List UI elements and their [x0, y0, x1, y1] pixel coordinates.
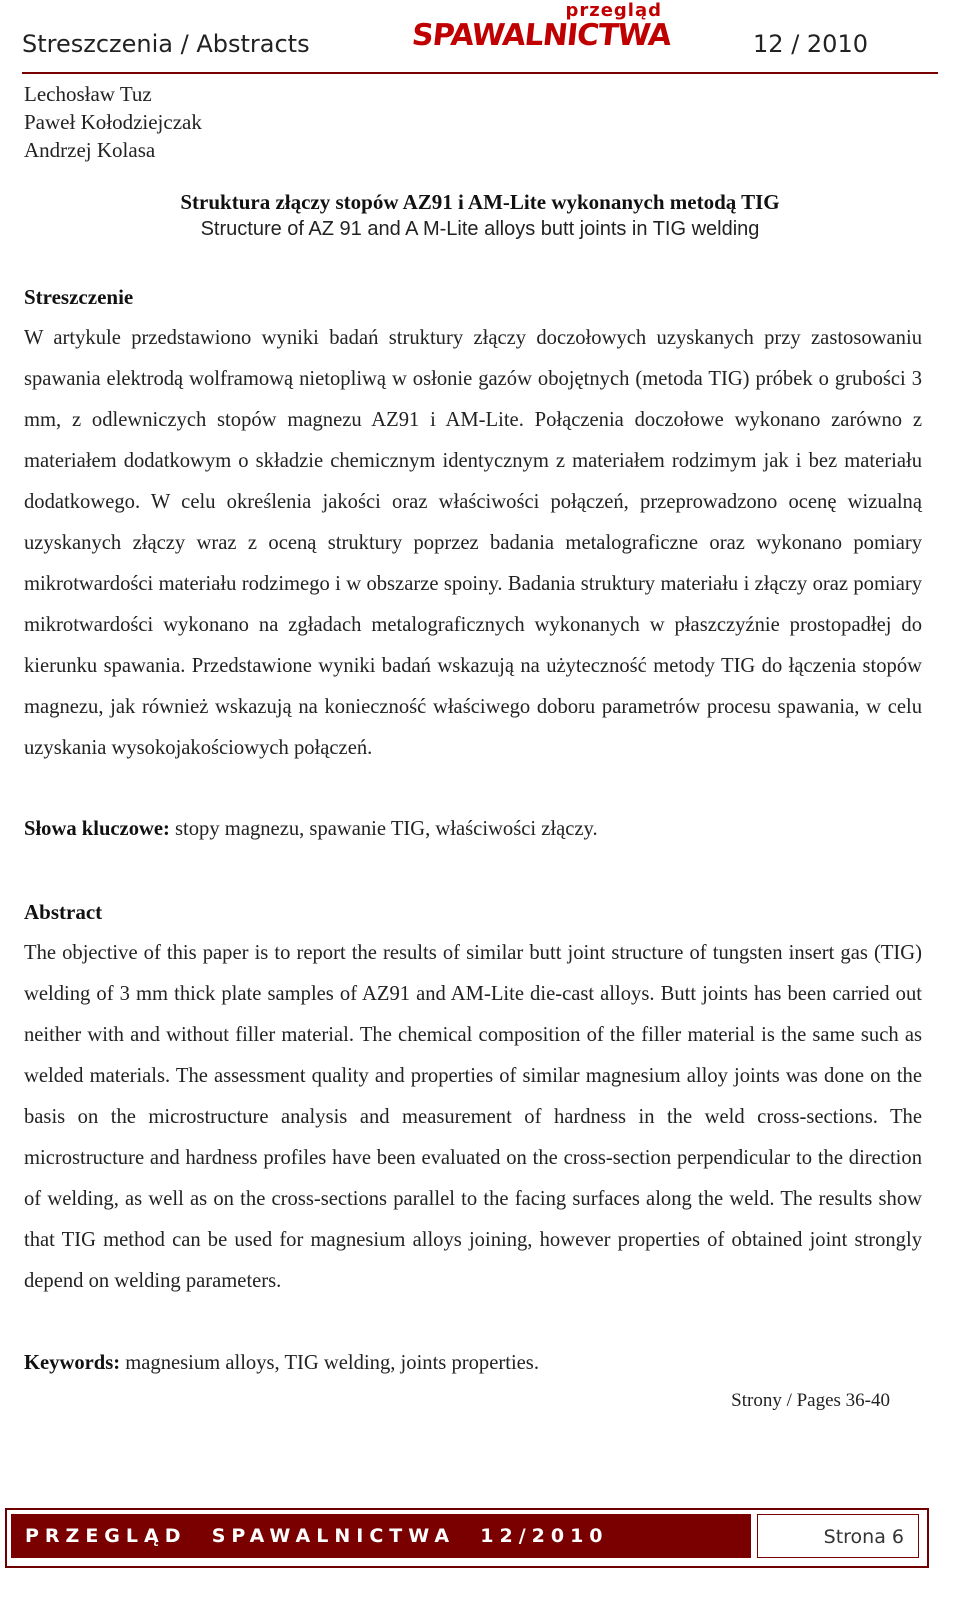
author: Paweł Kołodziejczak: [24, 110, 202, 134]
author: Lechosław Tuz: [24, 82, 152, 106]
title-english: Structure of AZ 91 and A M-Lite alloys butt joints in TIG welding: [200, 218, 760, 240]
abstract-text: The objective of this paper is to report the results of similar butt joint structure of tungsten insert gas (TIG) welding of 3 mm thick plate samples of AZ91 and AM-Lite die-cast alloys. Butt joints has been carried out neither with and without filler material. The chemical composition of the filler material is the same such as welded materials. The assessment quality and properties of similar magnesium alloy joints was done on the basis on the microstructure analysis and measurement of hardness in the weld cross-sections. The microstructure and hardness profiles have been evaluated on the cross-section perpendicular to the direction of welding, as well as on the cross-sections parallel to the facing surfaces along the weld. The results show that TIG method can be used for magnesium alloys joining, however properties of obtained joint strongly depend on welding parameters.: [24, 942, 922, 1292]
section-label: Streszczenia / Abstracts: [22, 30, 310, 58]
page-header: [22, 0, 938, 74]
title-polish: Struktura złączy stopów AZ91 i AM-Lite wykonanych metodą TIG: [180, 190, 780, 214]
keywords-label-en: Keywords:: [24, 1352, 121, 1374]
page-range: Strony / Pages 36-40: [731, 1390, 890, 1411]
keywords-en: magnesium alloys, TIG welding, joints properties.: [120, 1352, 539, 1374]
abstract-keywords: [24, 1352, 539, 1375]
footer-page-number: Strona 6: [823, 1526, 904, 1548]
keywords-label-pl: Słowa kluczowe:: [24, 818, 170, 840]
keywords-pl: stopy magnezu, spawanie TIG, właściwości złączy.: [169, 818, 598, 840]
logo-top-text: przegląd: [565, 0, 662, 21]
author: Andrzej Kolasa: [24, 138, 156, 162]
logo-main-text: SPAWALNICTWA: [410, 18, 673, 53]
journal-logo: [410, 0, 673, 58]
footer-journal-title: PRZEGLĄD SPAWALNICTWA 12/2010: [25, 1525, 609, 1547]
issue-number: 12 / 2010: [753, 30, 868, 58]
footer-page-box: [757, 1514, 919, 1558]
streszczenie-text: W artykule przedstawiono wyniki badań struktury złączy doczołowych uzyskanych przy zastosowaniu spawania elektrodą wolframową nietopliwą w osłonie gazów obojętnych (metoda TIG) próbek o grubości 3 mm, z odlewniczych stopów magnezu AZ91 i AM-Lite. Połączenia doczołowe wykonano zarówno z materiałem dodatkowym o składzie chemicznym identycznym z materiałem rodzimym jak i bez materiału dodatkowego. W celu określenia jakości oraz właściwości połączeń, przeprowadzono ocenę wizualną uzyskanych złączy wraz z oceną struktury poprzez badania metalograficzne oraz wykonano pomiary mikrotwardości materiału rodzimego i w obszarze spoiny. Badania struktury materiału i złączy oraz pomiary mikrotwardości wykonano na zgładach metalograficznych wykonanych w płaszczyźnie prostopadłej do kierunku spawania. Przedstawione wyniki badań wskazują na użyteczność metody TIG do łączenia stopów magnezu, jak również wskazują na konieczność właściwego doboru parametrów procesu spawania, w celu uzyskania wysokojakościowych połączeń.: [24, 327, 922, 759]
footer-bar: [11, 1514, 751, 1558]
streszczenie-keywords: [24, 818, 598, 841]
abstract-heading: Abstract: [24, 900, 103, 924]
authors-list: [24, 80, 202, 164]
streszczenie-heading: Streszczenie: [24, 285, 134, 309]
page-footer: [5, 1508, 929, 1568]
